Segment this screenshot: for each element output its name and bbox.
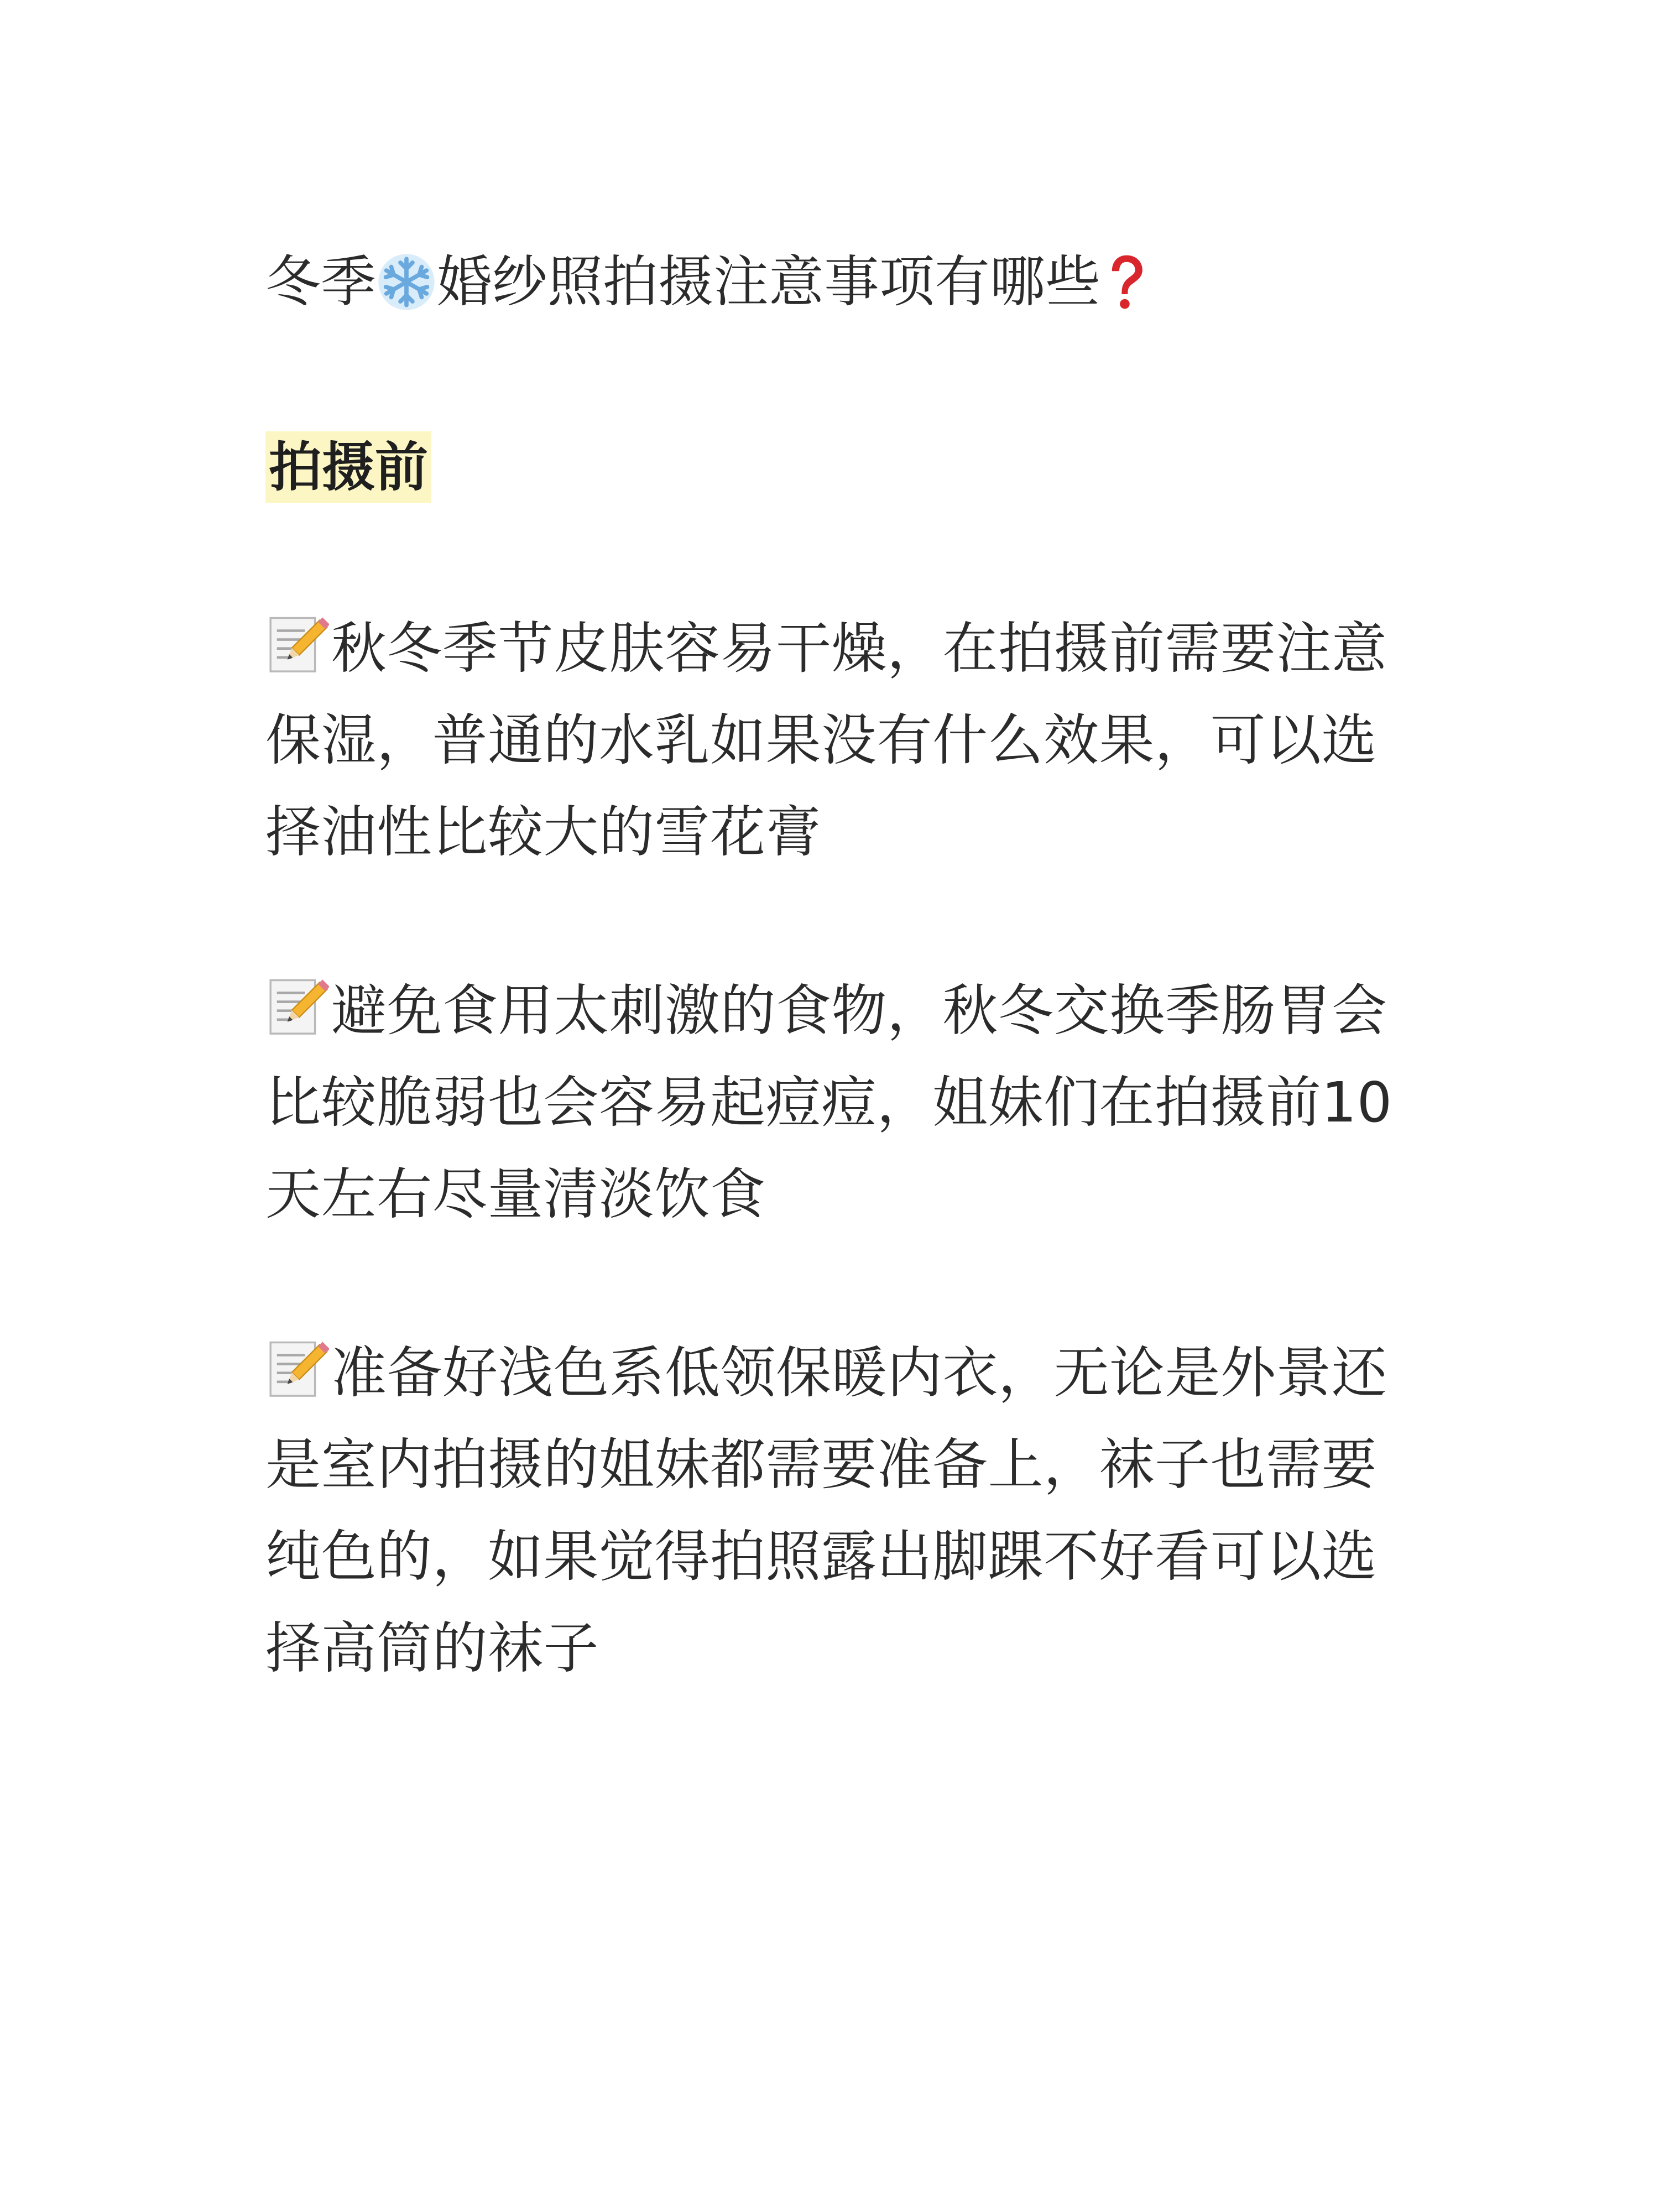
red-question-mark-icon [1100,252,1150,312]
tip-item [265,965,1416,1240]
page-title [265,243,1416,321]
snowflake-icon [376,252,437,312]
tip-item [265,1327,1416,1694]
section-heading-before-shoot: 拍摄前 [265,431,431,503]
tip-text: 秋冬季节皮肤容易干燥，在拍摄前需要注意保湿，普通的水乳如果没有什么效果，可以选择油性比较大的雪花膏 [265,616,1387,864]
memo-pencil-icon [265,974,329,1037]
memo-pencil-icon [265,612,329,675]
tip-text: 准备好浅色系低领保暖内衣，无论是外景还是室内拍摄的姐妹都需要准备上，袜子也需要纯色的，如果觉得拍照露出脚踝不好看可以选择高筒的袜子 [265,1340,1387,1681]
memo-pencil-icon [265,1336,329,1400]
title-part-1: 冬季 [265,249,376,314]
title-part-2: 婚纱照拍摄注意事项有哪些 [437,249,1100,314]
tip-text: 避免食用太刺激的食物，秋冬交换季肠胃会比较脆弱也会容易起痘痘，姐妹们在拍摄前10天左右尽量清淡饮食 [265,978,1392,1227]
tip-item [265,603,1416,878]
